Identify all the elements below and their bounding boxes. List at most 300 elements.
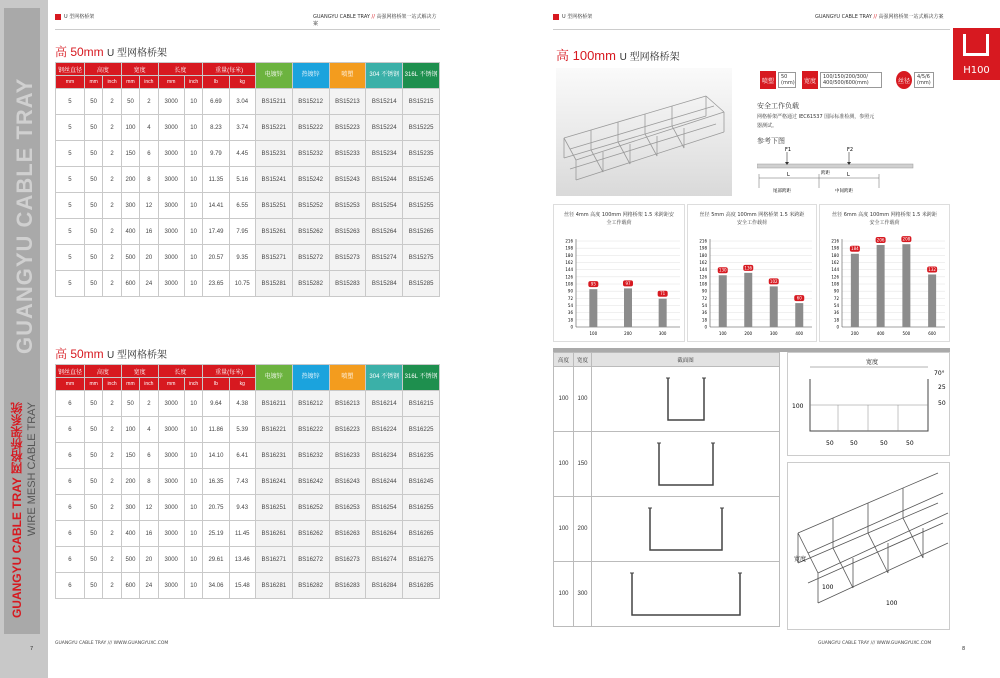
- x-tick-label: 200: [624, 331, 632, 336]
- u-tray-icon: [963, 34, 989, 56]
- product-code: BS15231: [255, 141, 292, 167]
- data-label: 130: [718, 267, 727, 273]
- section-row: 100 200: [554, 497, 780, 562]
- dim-width-label: 宽度: [866, 359, 879, 366]
- header-unit: inch: [140, 378, 158, 391]
- table-cell: 50: [84, 89, 102, 115]
- product-code: BS16255: [403, 495, 440, 521]
- product-code: BS15221: [255, 115, 292, 141]
- product-code: BS15241: [255, 167, 292, 193]
- header-finish: 热镀锌: [292, 63, 329, 89]
- product-code: BS16243: [329, 469, 366, 495]
- product-code: BS15282: [292, 271, 329, 297]
- sidebar-brand-grey: WIRE MESH CABLE TRAY: [26, 402, 38, 537]
- width-icon: 宽度: [802, 71, 818, 89]
- product-code: BS16252: [292, 495, 329, 521]
- table-cell: 7.95: [229, 219, 255, 245]
- product-code: BS16241: [255, 469, 292, 495]
- header-unit: mm: [56, 378, 85, 391]
- table-row: [56, 245, 440, 271]
- x-tick-label: 200: [744, 331, 753, 336]
- y-tick-label: 162: [565, 260, 573, 265]
- data-label: 95: [590, 281, 596, 287]
- product-code: BS16215: [403, 391, 440, 417]
- dim-bottom-4: 50: [906, 440, 914, 447]
- header-unit: inch: [184, 76, 202, 89]
- product-code: BS16264: [366, 521, 403, 547]
- sidebar-brand-watermark: GUANGYU CABLE TRAY: [12, 77, 37, 354]
- table-cell: 300: [121, 495, 139, 521]
- table-cell: 16.35: [203, 469, 229, 495]
- y-tick-label: 18: [701, 317, 707, 323]
- y-tick-label: 180: [565, 252, 573, 258]
- table-cell: 11.35: [203, 167, 229, 193]
- product-code: BS15233: [329, 141, 366, 167]
- table-cell: 12: [140, 193, 158, 219]
- y-tick-label: 108: [565, 281, 573, 287]
- table-cell: 3000: [158, 547, 184, 573]
- header-unit: mm: [56, 76, 85, 89]
- y-tick-label: 90: [833, 288, 839, 294]
- table-cell: 10: [184, 193, 202, 219]
- wire-tray-illustration: [556, 68, 732, 196]
- data-label: 71: [660, 291, 666, 297]
- table-cell: 16: [140, 219, 158, 245]
- dimension-drawing: [788, 353, 951, 457]
- product-code: BS16242: [292, 469, 329, 495]
- product-code: BS15245: [403, 167, 440, 193]
- table-row: [56, 219, 440, 245]
- table-cell: 9.43: [229, 495, 255, 521]
- table-cell: 3000: [158, 245, 184, 271]
- table-cell: 10: [184, 167, 202, 193]
- chart-1: [553, 204, 685, 342]
- y-tick-label: 72: [833, 295, 839, 301]
- table-row: [56, 495, 440, 521]
- product-code: BS16213: [329, 391, 366, 417]
- table-cell: 500: [121, 245, 139, 271]
- table-cell: 2: [103, 443, 121, 469]
- data-label: 132: [928, 266, 936, 272]
- table-cell: 10: [184, 573, 202, 599]
- right-page-title: 高 100mm U 型网格桥架: [556, 48, 680, 63]
- product-code: BS15274: [366, 245, 403, 271]
- header-weight: 重量(每米): [203, 63, 256, 76]
- right-header-tag: U 型网格桥架: [553, 13, 592, 20]
- product-code: BS16244: [366, 469, 403, 495]
- table-cell: 23.65: [203, 271, 229, 297]
- x-tick-label: 300: [658, 331, 667, 336]
- table-row: [56, 167, 440, 193]
- bar: [795, 303, 803, 327]
- right-footer: GUANGYU CABLE TRAY /// WWW.GUANGYUXC.COM: [818, 641, 932, 646]
- table-cell: 24: [140, 271, 158, 297]
- table-cell: 20.57: [203, 245, 229, 271]
- safe-load-text-1: 网格桥架严格通过 IEC61537 国际标准检测，参照元: [757, 114, 875, 120]
- table-cell: 7.43: [229, 469, 255, 495]
- y-tick-label: 198: [565, 245, 573, 251]
- table-cell: 5: [56, 167, 85, 193]
- product-code: BS16283: [329, 573, 366, 599]
- x-tick-label: 100: [589, 331, 598, 336]
- table-cell: 13.46: [229, 547, 255, 573]
- middle-span-label: 中间跨距: [835, 189, 853, 194]
- product-code: BS16285: [403, 573, 440, 599]
- table-cell: 50: [84, 141, 102, 167]
- header-finish: 电镀锌: [255, 365, 292, 391]
- data-label: 206: [876, 237, 885, 243]
- table-cell: 2: [103, 495, 121, 521]
- iso-length-label: 100: [886, 600, 898, 607]
- table-cell: 400: [121, 521, 139, 547]
- table-cell: 9.35: [229, 245, 255, 271]
- height-icon: 喷塑: [760, 71, 776, 89]
- header-weight: 重量(每米): [203, 365, 256, 378]
- table-cell: 6: [56, 573, 85, 599]
- y-tick-label: 54: [567, 303, 573, 308]
- u-profile-300-icon: [596, 563, 776, 623]
- table-cell: 400: [121, 219, 139, 245]
- table-row: [56, 417, 440, 443]
- table-cell: 12: [140, 495, 158, 521]
- product-code: BS16275: [403, 547, 440, 573]
- table-cell: 20: [140, 245, 158, 271]
- table-cell: 5: [56, 115, 85, 141]
- table-cell: 50: [84, 521, 102, 547]
- header-unit: lb: [203, 378, 229, 391]
- table-cell: 6: [56, 547, 85, 573]
- product-code: BS15271: [255, 245, 292, 271]
- table-cell: 5.16: [229, 167, 255, 193]
- l-label-1: L: [787, 172, 790, 178]
- header-wire: 钢丝直径: [56, 63, 85, 76]
- table-cell: 10: [184, 443, 202, 469]
- iso-height-label: 100: [822, 584, 834, 591]
- left-page-number: 7: [30, 646, 34, 652]
- y-tick-label: 216: [565, 238, 573, 244]
- table-cell: 10: [184, 417, 202, 443]
- section-header-width: 宽度: [574, 353, 592, 367]
- section-header-profile: 截面图: [592, 353, 780, 367]
- header-unit: mm: [121, 76, 139, 89]
- table-cell: 17.49: [203, 219, 229, 245]
- product-code: BS15262: [292, 219, 329, 245]
- section-table: [553, 352, 780, 627]
- product-code: BS15281: [255, 271, 292, 297]
- bar: [851, 254, 859, 327]
- section-row: 100 150: [554, 432, 780, 497]
- red-square-icon: [55, 14, 61, 20]
- product-code: BS16263: [329, 521, 366, 547]
- table-cell: 150: [121, 443, 139, 469]
- y-tick-label: 162: [831, 260, 839, 265]
- table-cell: 2: [140, 391, 158, 417]
- table-cell: 11.86: [203, 417, 229, 443]
- table-cell: 600: [121, 573, 139, 599]
- bar: [877, 245, 885, 327]
- y-tick-label: 36: [833, 310, 839, 316]
- table-cell: 2: [103, 245, 121, 271]
- bar: [624, 288, 632, 327]
- product-code: BS16261: [255, 521, 292, 547]
- table-cell: 2: [103, 193, 121, 219]
- iso-width-label: 宽度: [794, 556, 807, 563]
- table-cell: 2: [103, 271, 121, 297]
- y-tick-label: 54: [701, 303, 707, 308]
- dim-bottom-1: 50: [826, 440, 834, 447]
- table-cell: 5: [56, 193, 85, 219]
- table-cell: 500: [121, 547, 139, 573]
- table-cell: 600: [121, 271, 139, 297]
- table-cell: 10: [184, 89, 202, 115]
- product-code: BS15273: [329, 245, 366, 271]
- header-unit: inch: [103, 76, 121, 89]
- product-code: BS16282: [292, 573, 329, 599]
- product-code: BS16273: [329, 547, 366, 573]
- header-finish: 304 不锈钢: [366, 63, 403, 89]
- bar: [719, 275, 727, 327]
- table-cell: 6: [140, 443, 158, 469]
- table-cell: 10: [184, 495, 202, 521]
- table-cell: 100: [121, 115, 139, 141]
- table-cell: 8: [140, 469, 158, 495]
- table-cell: 3.04: [229, 89, 255, 115]
- table-cell: 3000: [158, 521, 184, 547]
- product-code: BS15232: [292, 141, 329, 167]
- section-row: 100 300: [554, 562, 780, 627]
- table-cell: 3000: [158, 141, 184, 167]
- y-tick-label: 36: [701, 310, 707, 316]
- bar: [770, 286, 778, 327]
- product-code: BS15252: [292, 193, 329, 219]
- table-cell: 2: [103, 417, 121, 443]
- x-tick-label: 300: [769, 331, 778, 336]
- table-cell: 10: [184, 271, 202, 297]
- u-profile-200-icon: [596, 498, 776, 558]
- y-tick-label: 0: [704, 324, 707, 330]
- product-code: BS15225: [403, 115, 440, 141]
- left-header-tag: U 型网格桥架: [55, 13, 94, 20]
- product-code: BS16211: [255, 391, 292, 417]
- data-label: 97: [625, 280, 631, 286]
- bar: [744, 273, 752, 327]
- product-code: BS16221: [255, 417, 292, 443]
- table-cell: 50: [84, 115, 102, 141]
- table-cell: 6: [56, 391, 85, 417]
- table-cell: 34.06: [203, 573, 229, 599]
- table-cell: 5: [56, 141, 85, 167]
- x-tick-label: 100: [718, 331, 727, 336]
- y-tick-label: 54: [833, 303, 839, 308]
- table-cell: 3000: [158, 573, 184, 599]
- chart-2: [687, 204, 817, 342]
- table-cell: 4: [140, 115, 158, 141]
- y-tick-label: 198: [831, 245, 839, 251]
- y-tick-label: 90: [567, 288, 573, 294]
- y-tick-label: 36: [567, 310, 573, 316]
- table-cell: 10.75: [229, 271, 255, 297]
- y-tick-label: 18: [833, 317, 839, 323]
- product-code: BS15213: [329, 89, 366, 115]
- y-tick-label: 72: [701, 295, 707, 301]
- product-code: BS16234: [366, 443, 403, 469]
- table-cell: 5.39: [229, 417, 255, 443]
- product-code: BS16212: [292, 391, 329, 417]
- data-label: 102: [769, 278, 778, 284]
- header-height: 高度: [84, 365, 121, 378]
- table-cell: 9.79: [203, 141, 229, 167]
- table-cell: 2: [140, 89, 158, 115]
- table-cell: 14.41: [203, 193, 229, 219]
- product-code: BS15212: [292, 89, 329, 115]
- reference-title: 参考下图: [757, 137, 785, 145]
- product-code: BS16284: [366, 573, 403, 599]
- product-code: BS16222: [292, 417, 329, 443]
- header-finish: 电镀锌: [255, 63, 292, 89]
- table-cell: 3.74: [229, 115, 255, 141]
- data-label: 60: [796, 295, 802, 301]
- product-code: BS16253: [329, 495, 366, 521]
- y-tick-label: 216: [831, 238, 839, 244]
- product-code: BS15253: [329, 193, 366, 219]
- y-tick-label: 144: [699, 267, 707, 273]
- left-header: [55, 0, 440, 30]
- header-finish: 喷塑: [329, 63, 366, 89]
- table-row: [56, 271, 440, 297]
- red-square-icon: [553, 14, 559, 20]
- header-unit: lb: [203, 76, 229, 89]
- product-code: BS15224: [366, 115, 403, 141]
- y-tick-label: 0: [836, 324, 839, 330]
- table-cell: 50: [121, 391, 139, 417]
- table-cell: 11.45: [229, 521, 255, 547]
- table-cell: 6: [140, 141, 158, 167]
- table-cell: 10: [184, 245, 202, 271]
- product-code: BS16262: [292, 521, 329, 547]
- y-tick-label: 198: [699, 245, 707, 251]
- product-code: BS15264: [366, 219, 403, 245]
- product-code: BS15254: [366, 193, 403, 219]
- table-cell: 10: [184, 521, 202, 547]
- table-cell: 3000: [158, 469, 184, 495]
- table-row: [56, 89, 440, 115]
- product-code: BS15211: [255, 89, 292, 115]
- y-tick-label: 126: [699, 274, 707, 280]
- table-cell: 300: [121, 193, 139, 219]
- table-cell: 50: [84, 573, 102, 599]
- isometric-tray-illustration: [788, 463, 951, 631]
- table-row: [56, 391, 440, 417]
- header-finish: 304 不锈钢: [366, 365, 403, 391]
- table-cell: 3000: [158, 391, 184, 417]
- x-tick-label: 500: [902, 331, 911, 336]
- header-unit: mm: [121, 378, 139, 391]
- table-cell: 150: [121, 141, 139, 167]
- section-row: 100 100: [554, 367, 780, 432]
- header-unit: inch: [140, 76, 158, 89]
- table-cell: 25.19: [203, 521, 229, 547]
- left-table-2-title: 高 50mm U 型网格桥架: [55, 347, 168, 361]
- product-code: BS15263: [329, 219, 366, 245]
- header-wire: 钢丝直径: [56, 365, 85, 378]
- table-cell: 15.48: [229, 573, 255, 599]
- chart-3: [819, 204, 950, 342]
- dim-bottom-3: 50: [880, 440, 888, 447]
- table-cell: 3000: [158, 115, 184, 141]
- table-cell: 20.75: [203, 495, 229, 521]
- product-code: BS16231: [255, 443, 292, 469]
- table-cell: 8.23: [203, 115, 229, 141]
- end-span-label: 尾部跨距: [773, 189, 791, 194]
- y-tick-label: 126: [565, 274, 573, 280]
- table-row: [56, 115, 440, 141]
- product-code: BS16281: [255, 573, 292, 599]
- table-cell: 2: [103, 89, 121, 115]
- chart-1-title: 丝径 4mm 高度 100mm 网格桥架 1.5 米跨距安全工作载荷: [564, 212, 674, 226]
- product-code: BS16232: [292, 443, 329, 469]
- f1-label: F1: [785, 147, 792, 153]
- bar: [928, 274, 936, 327]
- table-cell: 3000: [158, 167, 184, 193]
- y-tick-label: 126: [831, 274, 839, 280]
- right-header: [553, 0, 950, 30]
- table-cell: 50: [84, 417, 102, 443]
- table-cell: 5: [56, 271, 85, 297]
- table-cell: 2: [103, 391, 121, 417]
- header-finish: 316L 不锈钢: [403, 365, 440, 391]
- header-width: 宽度: [121, 365, 158, 378]
- x-tick-label: 400: [795, 331, 804, 336]
- y-tick-label: 18: [567, 317, 573, 323]
- left-footer: GUANGYU CABLE TRAY /// WWW.GUANGYUXC.COM: [55, 641, 169, 646]
- header-unit: mm: [158, 378, 184, 391]
- isometric-drawing: [787, 462, 950, 630]
- safe-load-title: 安全工作负载: [757, 102, 799, 110]
- table-cell: 50: [84, 547, 102, 573]
- data-label: 136: [744, 265, 753, 271]
- bar: [902, 244, 910, 327]
- table-cell: 24: [140, 573, 158, 599]
- table-cell: 50: [84, 443, 102, 469]
- table-cell: 3000: [158, 417, 184, 443]
- header-finish: 热镀锌: [292, 365, 329, 391]
- y-tick-label: 162: [699, 260, 707, 265]
- product-code: BS15275: [403, 245, 440, 271]
- table-cell: 2: [103, 547, 121, 573]
- product-code: BS16272: [292, 547, 329, 573]
- product-code: BS16265: [403, 521, 440, 547]
- header-finish: 316L 不锈钢: [403, 63, 440, 89]
- table-row: [56, 469, 440, 495]
- product-code: BS15265: [403, 219, 440, 245]
- header-length: 长度: [158, 365, 203, 378]
- y-tick-label: 216: [699, 238, 707, 244]
- table-cell: 50: [121, 89, 139, 115]
- product-code: BS15223: [329, 115, 366, 141]
- product-code: BS16254: [366, 495, 403, 521]
- table-cell: 10: [184, 115, 202, 141]
- product-code: BS15261: [255, 219, 292, 245]
- table-cell: 6: [56, 417, 85, 443]
- header-length: 长度: [158, 63, 203, 76]
- product-code: BS16251: [255, 495, 292, 521]
- x-tick-label: 200: [851, 331, 859, 336]
- product-code: BS15222: [292, 115, 329, 141]
- table-cell: 6.69: [203, 89, 229, 115]
- spec-table-2: [55, 364, 440, 599]
- table-cell: 29.61: [203, 547, 229, 573]
- product-code: BS16224: [366, 417, 403, 443]
